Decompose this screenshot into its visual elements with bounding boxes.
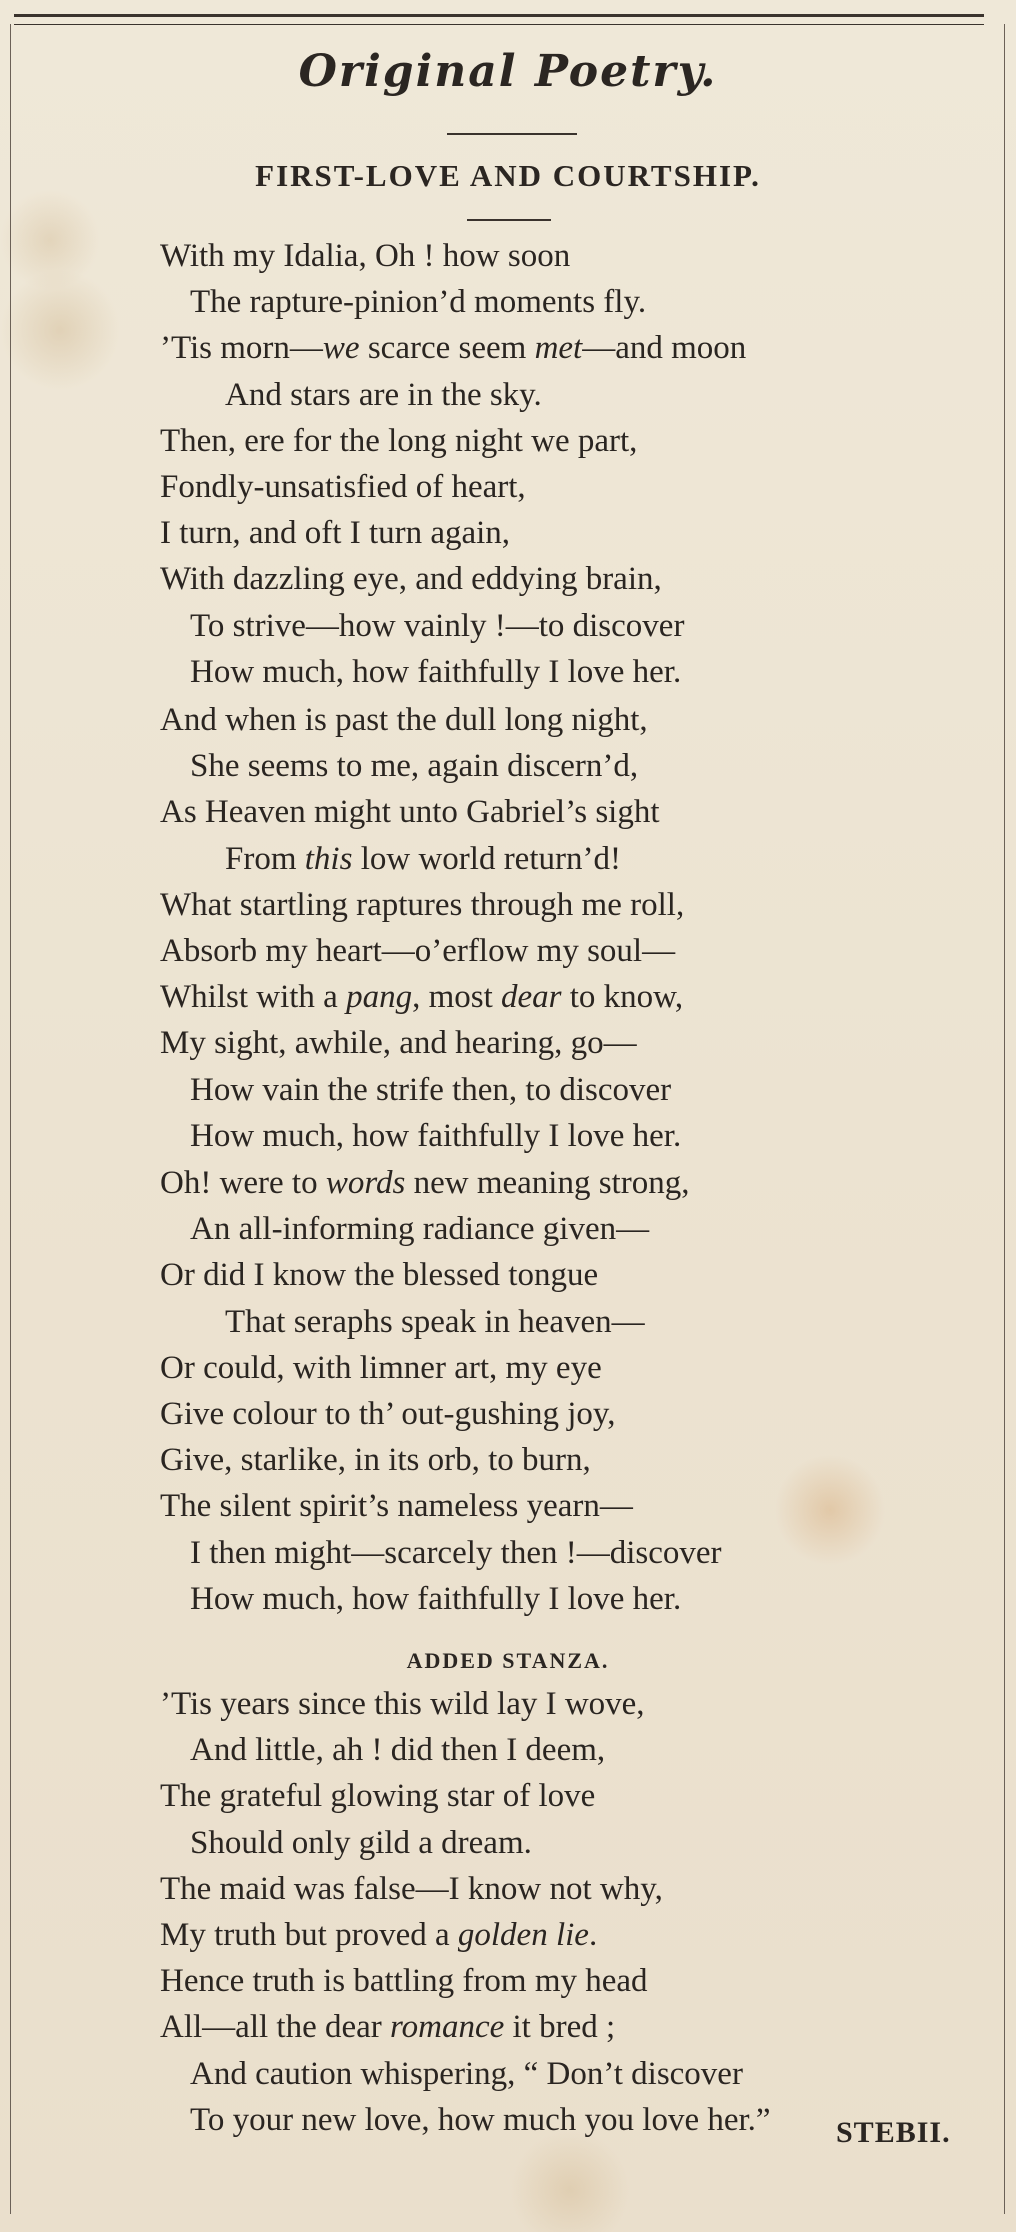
poem-line: As Heaven might unto Gabriel’s sight bbox=[160, 794, 660, 831]
poem-line: Give, starlike, in its orb, to burn, bbox=[160, 1442, 591, 1479]
poem-line: How much, how faithfully I love her. bbox=[190, 1117, 682, 1154]
poem-line: With my Idalia, Oh ! how soon bbox=[160, 238, 571, 274]
poem-line: Whilst with a pang, most dear to know, bbox=[160, 979, 684, 1016]
poem-line: She seems to me, again discern’d, bbox=[190, 748, 639, 785]
poem-line: The silent spirit’s nameless yearn— bbox=[160, 1488, 633, 1525]
added-stanza-line: To your new love, how much you love her.” bbox=[190, 2101, 771, 2138]
poem-line: An all-informing radiance given— bbox=[190, 1211, 650, 1248]
poem-line: And stars are in the sky. bbox=[225, 376, 542, 413]
poem-line: And when is past the dull long night, bbox=[160, 702, 648, 738]
poem-line: Fondly-unsatisfied of heart, bbox=[160, 469, 526, 505]
poem-line: My sight, awhile, and hearing, go— bbox=[160, 1025, 637, 1062]
poem-line: Then, ere for the long night we part, bbox=[160, 422, 638, 459]
poem-line: Give colour to th’ out-gushing joy, bbox=[160, 1396, 616, 1432]
added-stanza-line: All—all the dear romance it bred ; bbox=[160, 2009, 616, 2046]
poem-line: Or did I know the blessed tongue bbox=[160, 1257, 599, 1294]
poem-line: With dazzling eye, and eddying brain, bbox=[160, 561, 662, 598]
poem-line: What startling raptures through me roll, bbox=[160, 886, 685, 923]
added-stanza-line: The grateful glowing star of love bbox=[160, 1778, 596, 1815]
poem-line: The rapture-pinion’d moments fly. bbox=[190, 284, 647, 321]
added-stanza-line: And caution whispering, “ Don’t discover bbox=[190, 2055, 743, 2092]
poem-line: ’Tis morn—we scarce seem met—and moon bbox=[160, 330, 747, 367]
poem-line: How much, how faithfully I love her. bbox=[190, 1580, 682, 1617]
poem-line: Or could, with limner art, my eye bbox=[160, 1349, 602, 1386]
added-stanza-line: And little, ah ! did then I deem, bbox=[190, 1732, 606, 1769]
poem-line: From this low world return’d! bbox=[225, 840, 621, 877]
poem-title: FIRST-LOVE AND COURTSHIP. bbox=[255, 158, 761, 193]
poem-line: How much, how faithfully I love her. bbox=[190, 653, 682, 690]
author-signature: STEBII. bbox=[836, 2116, 951, 2149]
poem-line: That seraphs speak in heaven— bbox=[225, 1303, 645, 1340]
poem-line: Oh! were to words new meaning strong, bbox=[160, 1165, 690, 1201]
added-stanza-line: The maid was false—I know not why, bbox=[160, 1870, 663, 1907]
added-stanza-line: ’Tis years since this wild lay I wove, bbox=[160, 1686, 645, 1722]
poem-line: To strive—how vainly !—to discover bbox=[190, 607, 685, 644]
added-stanza-line: My truth but proved a golden lie. bbox=[160, 1917, 598, 1953]
section-masthead: Original Poetry. bbox=[298, 46, 718, 97]
poem-line: How vain the strife then, to discover bbox=[190, 1071, 672, 1108]
poem-line: Absorb my heart—o’erflow my soul— bbox=[160, 933, 676, 969]
poem-line: I then might—scarcely then !—discover bbox=[190, 1534, 722, 1571]
added-stanza-heading: ADDED STANZA. bbox=[406, 1648, 610, 1673]
poem-line: I turn, and oft I turn again, bbox=[160, 515, 511, 552]
added-stanza-line: Hence truth is battling from my head bbox=[160, 1963, 648, 2000]
added-stanza-line: Should only gild a dream. bbox=[190, 1824, 532, 1861]
